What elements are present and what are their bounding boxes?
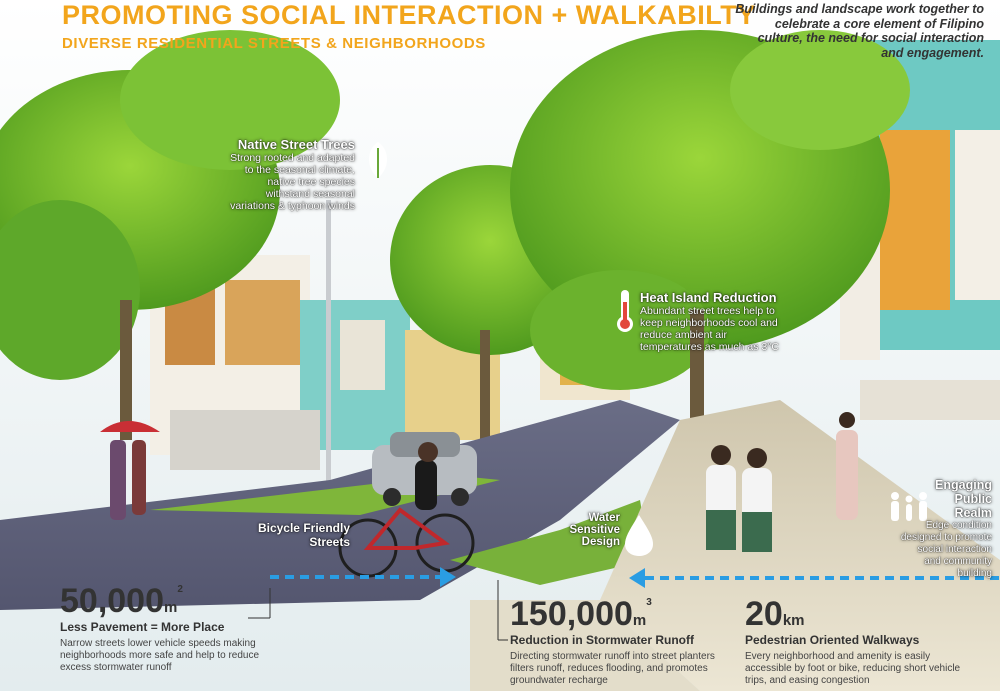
pavement-number: 50,000 <box>60 582 164 620</box>
heat-island-heading: Heat Island Reduction <box>640 290 777 305</box>
native-trees-annotation <box>225 137 355 212</box>
water-line3: Design <box>581 536 620 548</box>
stormwater-sup: 3 <box>646 597 652 608</box>
water-line2: Sensitive <box>569 524 620 536</box>
stat-less-pavement <box>60 584 265 674</box>
heat-island-annotation <box>640 290 780 353</box>
stat-stormwater <box>510 597 735 687</box>
stormwater-unit: m <box>632 612 647 629</box>
heat-island-body: Abundant street trees help to keep neighborhoods cool and reduce ambient air temperatures as much as 3°C <box>640 305 780 353</box>
public-realm-line3: Realm <box>954 506 992 520</box>
public-realm-line2: Public <box>954 492 992 506</box>
stat-walkways <box>745 597 975 687</box>
water-sensitive-annotation <box>560 512 620 548</box>
thermometer-icon <box>614 288 636 334</box>
leaf-icon <box>360 138 396 182</box>
pavement-unit: m <box>164 599 178 616</box>
public-realm-line1: Engaging <box>935 478 992 492</box>
water-line1: Water <box>588 512 620 524</box>
bicycle-line2: Streets <box>309 535 350 549</box>
bicycle-line1: Bicycle Friendly <box>257 521 350 535</box>
stormwater-number: 150,000 <box>510 595 633 633</box>
native-trees-body: Strong rooted and adapted to the seasonal climate, native tree species withstand seasonal variations & typhoon winds <box>230 152 355 212</box>
walkways-unit: km <box>782 612 805 629</box>
public-realm-body: Edge condition designed to promote social interaction and community building <box>900 520 992 579</box>
walkways-heading: Pedestrian Oriented Walkways <box>745 633 920 647</box>
walkways-body: Every neighborhood and amenity is easily accessible by foot or bike, reducing short vehicle trips, and easing congestion <box>745 651 961 686</box>
stormwater-heading: Reduction in Stormwater Runoff <box>510 633 694 647</box>
public-realm-annotation <box>900 478 992 580</box>
walkways-number: 20 <box>745 595 783 633</box>
page-subtitle: DIVERSE RESIDENTIAL STREETS & NEIGHBORHOODS <box>62 35 486 52</box>
intro-text: Buildings and landscape work together to celebrate a core element of Filipino culture, the need for social interaction and engagement. <box>735 2 984 60</box>
page-title: PROMOTING SOCIAL INTERACTION + WALKABILTY <box>62 0 756 30</box>
pavement-heading: Less Pavement = More Place <box>60 620 225 634</box>
native-trees-heading: Native Street Trees <box>237 137 355 152</box>
bicycle-annotation <box>250 521 350 549</box>
stormwater-body: Directing stormwater runoff into street planters filters runoff, reduces flooding, and promotes groundwater recharge <box>510 651 715 686</box>
pavement-sup: 2 <box>177 584 183 595</box>
pavement-body: Narrow streets lower vehicle speeds making neighborhoods more safe and help to reduce excess stormwater runoff <box>60 638 260 673</box>
water-drop-icon <box>622 512 656 558</box>
